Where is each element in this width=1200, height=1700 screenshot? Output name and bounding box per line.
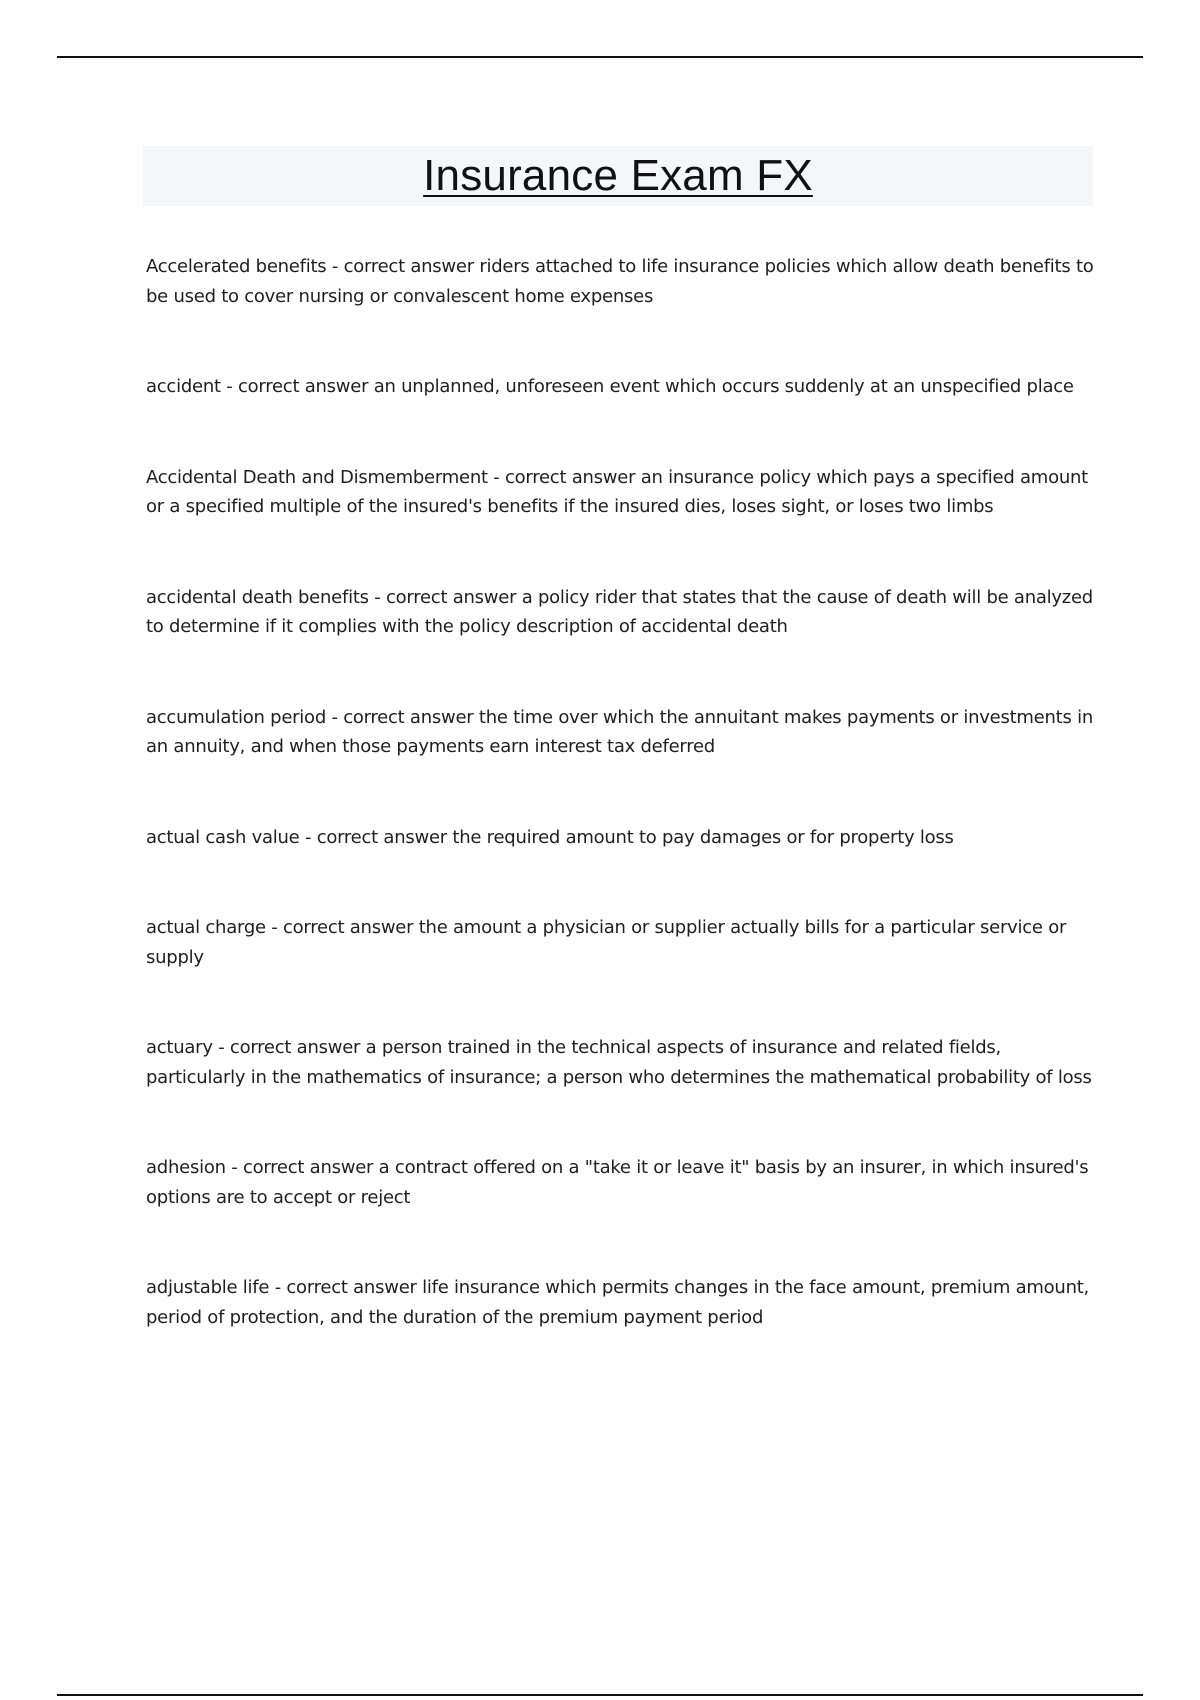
entry-separator: - correct answer xyxy=(299,826,453,848)
glossary-entry xyxy=(146,913,1096,972)
entry-separator: - correct answer xyxy=(265,917,419,938)
entry-separator: - correct answer xyxy=(225,1157,379,1178)
title-band xyxy=(143,146,1093,206)
entry-term: accidental death benefits xyxy=(146,586,369,608)
glossary-entry xyxy=(146,372,1096,402)
entry-definition: the amount a physician or supplier actually bills for a particular service or supply xyxy=(146,917,1067,968)
header-rule xyxy=(57,56,1143,58)
entry-term: accident xyxy=(146,376,221,397)
entry-term: accumulation period xyxy=(146,706,326,728)
entry-separator: - correct answer xyxy=(269,1277,423,1298)
entry-definition: a person trained in the technical aspects of insurance and related fields, particularly in the mathematics of insurance; a person who determines the mathematical probability of loss xyxy=(146,1037,1092,1088)
glossary-entry xyxy=(146,1153,1096,1212)
entry-definition: an insurance policy which pays a specified amount or a specified multiple of the insured's benefits if the insured dies, loses sight, or loses two limbs xyxy=(146,466,1088,517)
entry-term: adjustable life xyxy=(146,1277,270,1298)
glossary-entry xyxy=(146,463,1096,522)
entry-definition: a policy rider that states that the cause of death will be analyzed to determine if it complies with the policy description of accidental death xyxy=(146,586,1093,637)
entry-definition: a contract offered on a "take it or leave it" basis by an insurer, in which insured's options are to accept or reject xyxy=(146,1157,1089,1208)
glossary-entry xyxy=(146,1273,1096,1332)
entry-term: actuary xyxy=(146,1037,213,1058)
entry-separator: - correct answer xyxy=(220,376,374,397)
entry-definition: the time over which the annuitant makes payments or investments in an annuity, and when those payments earn interest tax deferred xyxy=(146,706,1093,757)
glossary-entry xyxy=(146,252,1096,311)
glossary-list xyxy=(146,252,1096,1393)
entry-separator: - correct answer xyxy=(326,706,479,728)
entry-term: actual cash value xyxy=(146,826,300,848)
entry-term: Accelerated benefits xyxy=(146,256,327,277)
glossary-entry xyxy=(146,823,1096,853)
glossary-entry xyxy=(146,583,1096,642)
entry-separator: - correct answer xyxy=(487,466,641,488)
document-title: Insurance Exam FX xyxy=(423,151,813,200)
entry-separator: - correct answer xyxy=(212,1037,366,1058)
glossary-entry xyxy=(146,703,1096,762)
entry-definition: the required amount to pay damages or for property loss xyxy=(452,826,954,848)
entry-definition: riders attached to life insurance policies which allow death benefits to be used to cover nursing or convalescent home expenses xyxy=(146,256,1094,307)
footer-rule xyxy=(57,1694,1143,1696)
entry-term: actual charge xyxy=(146,917,266,938)
entry-term: adhesion xyxy=(146,1157,226,1178)
entry-separator: - correct answer xyxy=(368,586,522,608)
glossary-entry xyxy=(146,1033,1096,1092)
entry-separator: - correct answer xyxy=(326,256,480,277)
entry-definition: an unplanned, unforeseen event which occurs suddenly at an unspecified place xyxy=(373,376,1074,397)
entry-term: Accidental Death and Dismemberment xyxy=(146,466,488,488)
entry-definition: life insurance which permits changes in the face amount, premium amount, period of protection, and the duration of the premium payment period xyxy=(146,1277,1090,1328)
